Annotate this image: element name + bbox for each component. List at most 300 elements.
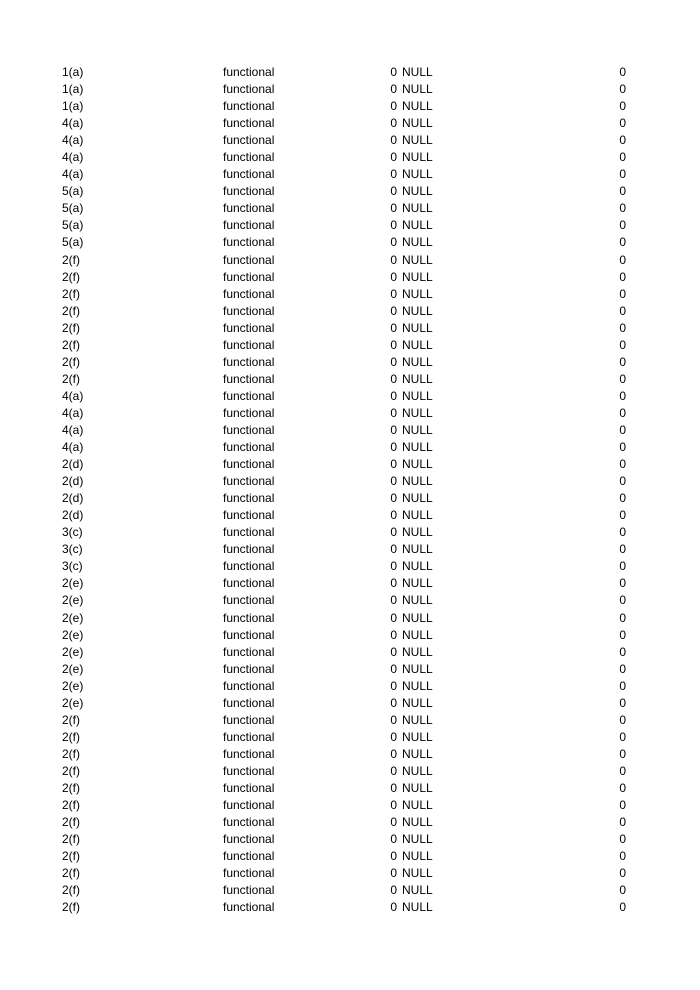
code-cell: 2(f) — [62, 286, 80, 301]
value-cell: 0 — [390, 883, 397, 898]
value-cell: 0 — [390, 218, 397, 233]
code-cell: 4(a) — [62, 405, 84, 420]
code-cell: 2(f) — [62, 763, 80, 778]
type-cell: functional — [223, 832, 275, 847]
code-cell: 2(d) — [62, 457, 84, 472]
null-cell: NULL — [402, 82, 433, 97]
null-cell: NULL — [402, 422, 433, 437]
value-cell: 0 — [390, 746, 397, 761]
table-row — [0, 814, 700, 831]
value-cell: 0 — [390, 184, 397, 199]
value-cell: 0 — [390, 798, 397, 813]
type-cell: functional — [223, 354, 275, 369]
code-cell: 2(e) — [62, 576, 84, 591]
null-cell: NULL — [402, 388, 433, 403]
count-cell: 0 — [619, 371, 626, 386]
null-cell: NULL — [402, 286, 433, 301]
table-row — [0, 848, 700, 865]
code-cell: 5(a) — [62, 201, 84, 216]
count-cell: 0 — [619, 440, 626, 455]
null-cell: NULL — [402, 474, 433, 489]
value-cell: 0 — [390, 371, 397, 386]
type-cell: functional — [223, 780, 275, 795]
code-cell: 1(a) — [62, 82, 84, 97]
code-cell: 4(a) — [62, 133, 84, 148]
count-cell: 0 — [619, 576, 626, 591]
null-cell: NULL — [402, 712, 433, 727]
count-cell: 0 — [619, 269, 626, 284]
null-cell: NULL — [402, 150, 433, 165]
table-row — [0, 439, 700, 456]
null-cell: NULL — [402, 849, 433, 864]
value-cell: 0 — [390, 849, 397, 864]
code-cell: 2(f) — [62, 712, 80, 727]
code-cell: 3(c) — [62, 542, 83, 557]
code-cell: 2(f) — [62, 900, 80, 915]
table-row — [0, 558, 700, 575]
count-cell: 0 — [619, 559, 626, 574]
type-cell: functional — [223, 866, 275, 881]
table-row — [0, 695, 700, 712]
count-cell: 0 — [619, 832, 626, 847]
value-cell: 0 — [390, 712, 397, 727]
value-cell: 0 — [390, 610, 397, 625]
null-cell: NULL — [402, 167, 433, 182]
type-cell: functional — [223, 610, 275, 625]
null-cell: NULL — [402, 218, 433, 233]
code-cell: 2(f) — [62, 780, 80, 795]
count-cell: 0 — [619, 235, 626, 250]
null-cell: NULL — [402, 405, 433, 420]
count-cell: 0 — [619, 763, 626, 778]
table-row — [0, 337, 700, 354]
code-cell: 2(e) — [62, 661, 84, 676]
value-cell: 0 — [390, 405, 397, 420]
null-cell: NULL — [402, 832, 433, 847]
type-cell: functional — [223, 678, 275, 693]
null-cell: NULL — [402, 508, 433, 523]
count-cell: 0 — [619, 65, 626, 79]
code-cell: 2(f) — [62, 849, 80, 864]
code-cell: 3(c) — [62, 525, 83, 540]
value-cell: 0 — [390, 900, 397, 915]
value-cell: 0 — [390, 763, 397, 778]
type-cell: functional — [223, 303, 275, 318]
value-cell: 0 — [390, 82, 397, 97]
value-cell: 0 — [390, 252, 397, 267]
null-cell: NULL — [402, 644, 433, 659]
count-cell: 0 — [619, 286, 626, 301]
type-cell: functional — [223, 422, 275, 437]
table-row — [0, 183, 700, 200]
table-row — [0, 286, 700, 303]
count-cell: 0 — [619, 99, 626, 114]
code-cell: 2(f) — [62, 883, 80, 898]
null-cell: NULL — [402, 593, 433, 608]
table-row — [0, 524, 700, 541]
table-row — [0, 746, 700, 763]
table-row — [0, 678, 700, 695]
code-cell: 2(f) — [62, 866, 80, 881]
type-cell: functional — [223, 235, 275, 250]
count-cell: 0 — [619, 661, 626, 676]
code-cell: 2(e) — [62, 627, 84, 642]
value-cell: 0 — [390, 116, 397, 131]
null-cell: NULL — [402, 99, 433, 114]
type-cell: functional — [223, 798, 275, 813]
code-cell: 2(e) — [62, 695, 84, 710]
type-cell: functional — [223, 286, 275, 301]
null-cell: NULL — [402, 627, 433, 642]
table-row — [0, 234, 700, 251]
code-cell: 2(d) — [62, 508, 84, 523]
code-cell: 2(e) — [62, 610, 84, 625]
table-row — [0, 729, 700, 746]
null-cell: NULL — [402, 678, 433, 693]
type-cell: functional — [223, 627, 275, 642]
type-cell: functional — [223, 457, 275, 472]
null-cell: NULL — [402, 235, 433, 250]
count-cell: 0 — [619, 422, 626, 437]
null-cell: NULL — [402, 201, 433, 216]
null-cell: NULL — [402, 337, 433, 352]
null-cell: NULL — [402, 133, 433, 148]
null-cell: NULL — [402, 763, 433, 778]
value-cell: 0 — [390, 542, 397, 557]
type-cell: functional — [223, 712, 275, 727]
table-row — [0, 780, 700, 797]
table-row — [0, 456, 700, 473]
code-cell: 2(f) — [62, 815, 80, 830]
value-cell: 0 — [390, 337, 397, 352]
value-cell: 0 — [390, 457, 397, 472]
value-cell: 0 — [390, 593, 397, 608]
count-cell: 0 — [619, 133, 626, 148]
value-cell: 0 — [390, 559, 397, 574]
code-cell: 5(a) — [62, 218, 84, 233]
table-row — [0, 882, 700, 899]
count-cell: 0 — [619, 474, 626, 489]
type-cell: functional — [223, 729, 275, 744]
table-row — [0, 541, 700, 558]
code-cell: 4(a) — [62, 116, 84, 131]
table-row — [0, 371, 700, 388]
table-row — [0, 422, 700, 439]
type-cell: functional — [223, 644, 275, 659]
type-cell: functional — [223, 815, 275, 830]
value-cell: 0 — [390, 644, 397, 659]
code-cell: 2(d) — [62, 474, 84, 489]
null-cell: NULL — [402, 269, 433, 284]
value-cell: 0 — [390, 729, 397, 744]
code-cell: 2(f) — [62, 320, 80, 335]
type-cell: functional — [223, 99, 275, 114]
type-cell: functional — [223, 252, 275, 267]
count-cell: 0 — [619, 815, 626, 830]
null-cell: NULL — [402, 440, 433, 455]
type-cell: functional — [223, 150, 275, 165]
table-row — [0, 132, 700, 149]
count-cell: 0 — [619, 116, 626, 131]
null-cell: NULL — [402, 610, 433, 625]
value-cell: 0 — [390, 627, 397, 642]
null-cell: NULL — [402, 457, 433, 472]
count-cell: 0 — [619, 883, 626, 898]
type-cell: functional — [223, 525, 275, 540]
value-cell: 0 — [390, 133, 397, 148]
null-cell: NULL — [402, 116, 433, 131]
count-cell: 0 — [619, 218, 626, 233]
table-row — [0, 200, 700, 217]
code-cell: 2(f) — [62, 371, 80, 386]
null-cell: NULL — [402, 252, 433, 267]
table-row — [0, 644, 700, 661]
data-sheet — [0, 64, 700, 916]
value-cell: 0 — [390, 695, 397, 710]
code-cell: 4(a) — [62, 150, 84, 165]
null-cell: NULL — [402, 900, 433, 915]
value-cell: 0 — [390, 235, 397, 250]
count-cell: 0 — [619, 593, 626, 608]
null-cell: NULL — [402, 798, 433, 813]
code-cell: 4(a) — [62, 388, 84, 403]
table-row — [0, 763, 700, 780]
type-cell: functional — [223, 763, 275, 778]
code-cell: 2(f) — [62, 832, 80, 847]
type-cell: functional — [223, 116, 275, 131]
table-row — [0, 320, 700, 337]
value-cell: 0 — [390, 286, 397, 301]
table-row — [0, 661, 700, 678]
code-cell: 3(c) — [62, 559, 83, 574]
value-cell: 0 — [390, 422, 397, 437]
table-row — [0, 831, 700, 848]
type-cell: functional — [223, 371, 275, 386]
value-cell: 0 — [390, 661, 397, 676]
code-cell: 2(f) — [62, 354, 80, 369]
null-cell: NULL — [402, 780, 433, 795]
count-cell: 0 — [619, 82, 626, 97]
code-cell: 2(e) — [62, 593, 84, 608]
type-cell: functional — [223, 320, 275, 335]
value-cell: 0 — [390, 99, 397, 114]
code-cell: 5(a) — [62, 184, 84, 199]
count-cell: 0 — [619, 150, 626, 165]
count-cell: 0 — [619, 508, 626, 523]
table-row — [0, 473, 700, 490]
code-cell: 4(a) — [62, 422, 84, 437]
table-row — [0, 388, 700, 405]
table-row — [0, 797, 700, 814]
count-cell: 0 — [619, 354, 626, 369]
code-cell: 4(a) — [62, 440, 84, 455]
code-cell: 2(f) — [62, 729, 80, 744]
value-cell: 0 — [390, 815, 397, 830]
count-cell: 0 — [619, 695, 626, 710]
type-cell: functional — [223, 661, 275, 676]
type-cell: functional — [223, 542, 275, 557]
null-cell: NULL — [402, 746, 433, 761]
table-row — [0, 405, 700, 422]
null-cell: NULL — [402, 815, 433, 830]
code-cell: 2(f) — [62, 269, 80, 284]
count-cell: 0 — [619, 252, 626, 267]
count-cell: 0 — [619, 525, 626, 540]
count-cell: 0 — [619, 337, 626, 352]
count-cell: 0 — [619, 491, 626, 506]
value-cell: 0 — [390, 780, 397, 795]
type-cell: functional — [223, 474, 275, 489]
null-cell: NULL — [402, 695, 433, 710]
type-cell: functional — [223, 405, 275, 420]
value-cell: 0 — [390, 269, 397, 284]
count-cell: 0 — [619, 746, 626, 761]
code-cell: 2(d) — [62, 491, 84, 506]
count-cell: 0 — [619, 610, 626, 625]
value-cell: 0 — [390, 576, 397, 591]
count-cell: 0 — [619, 644, 626, 659]
code-cell: 2(e) — [62, 678, 84, 693]
code-cell: 2(e) — [62, 644, 84, 659]
count-cell: 0 — [619, 320, 626, 335]
table-row — [0, 610, 700, 627]
type-cell: functional — [223, 201, 275, 216]
value-cell: 0 — [390, 474, 397, 489]
value-cell: 0 — [390, 866, 397, 881]
type-cell: functional — [223, 184, 275, 199]
count-cell: 0 — [619, 798, 626, 813]
count-cell: 0 — [619, 627, 626, 642]
count-cell: 0 — [619, 184, 626, 199]
type-cell: functional — [223, 576, 275, 591]
count-cell: 0 — [619, 388, 626, 403]
type-cell: functional — [223, 65, 275, 79]
type-cell: functional — [223, 167, 275, 182]
table-row — [0, 575, 700, 592]
value-cell: 0 — [390, 678, 397, 693]
count-cell: 0 — [619, 303, 626, 318]
count-cell: 0 — [619, 900, 626, 915]
null-cell: NULL — [402, 542, 433, 557]
value-cell: 0 — [390, 167, 397, 182]
type-cell: functional — [223, 849, 275, 864]
type-cell: functional — [223, 82, 275, 97]
table-row — [0, 269, 700, 286]
null-cell: NULL — [402, 866, 433, 881]
value-cell: 0 — [390, 65, 397, 79]
code-cell: 1(a) — [62, 99, 84, 114]
count-cell: 0 — [619, 729, 626, 744]
value-cell: 0 — [390, 150, 397, 165]
code-cell: 2(f) — [62, 337, 80, 352]
table-row — [0, 115, 700, 132]
type-cell: functional — [223, 746, 275, 761]
type-cell: functional — [223, 695, 275, 710]
type-cell: functional — [223, 900, 275, 915]
table-row — [0, 865, 700, 882]
value-cell: 0 — [390, 525, 397, 540]
code-cell: 2(f) — [62, 303, 80, 318]
code-cell: 2(f) — [62, 252, 80, 267]
type-cell: functional — [223, 440, 275, 455]
table-row — [0, 217, 700, 234]
value-cell: 0 — [390, 388, 397, 403]
null-cell: NULL — [402, 559, 433, 574]
count-cell: 0 — [619, 780, 626, 795]
type-cell: functional — [223, 269, 275, 284]
type-cell: functional — [223, 883, 275, 898]
count-cell: 0 — [619, 201, 626, 216]
value-cell: 0 — [390, 508, 397, 523]
null-cell: NULL — [402, 525, 433, 540]
table-row — [0, 627, 700, 644]
table-row — [0, 98, 700, 115]
table-row — [0, 507, 700, 524]
table-row — [0, 149, 700, 166]
table-row — [0, 899, 700, 916]
type-cell: functional — [223, 218, 275, 233]
type-cell: functional — [223, 491, 275, 506]
value-cell: 0 — [390, 354, 397, 369]
count-cell: 0 — [619, 405, 626, 420]
null-cell: NULL — [402, 729, 433, 744]
table-row — [0, 712, 700, 729]
table-row — [0, 64, 700, 81]
code-cell: 1(a) — [62, 65, 84, 79]
count-cell: 0 — [619, 542, 626, 557]
null-cell: NULL — [402, 883, 433, 898]
null-cell: NULL — [402, 65, 433, 79]
code-cell: 4(a) — [62, 167, 84, 182]
value-cell: 0 — [390, 303, 397, 318]
count-cell: 0 — [619, 678, 626, 693]
count-cell: 0 — [619, 866, 626, 881]
value-cell: 0 — [390, 320, 397, 335]
table-row — [0, 166, 700, 183]
code-cell: 2(f) — [62, 798, 80, 813]
null-cell: NULL — [402, 303, 433, 318]
count-cell: 0 — [619, 712, 626, 727]
null-cell: NULL — [402, 371, 433, 386]
table-row — [0, 303, 700, 320]
value-cell: 0 — [390, 440, 397, 455]
code-cell: 5(a) — [62, 235, 84, 250]
table-row — [0, 252, 700, 269]
code-cell: 2(f) — [62, 746, 80, 761]
table-row — [0, 592, 700, 609]
null-cell: NULL — [402, 576, 433, 591]
count-cell: 0 — [619, 849, 626, 864]
null-cell: NULL — [402, 184, 433, 199]
value-cell: 0 — [390, 491, 397, 506]
value-cell: 0 — [390, 832, 397, 847]
null-cell: NULL — [402, 354, 433, 369]
table-row — [0, 354, 700, 371]
type-cell: functional — [223, 133, 275, 148]
table-row — [0, 490, 700, 507]
type-cell: functional — [223, 337, 275, 352]
type-cell: functional — [223, 388, 275, 403]
null-cell: NULL — [402, 661, 433, 676]
value-cell: 0 — [390, 201, 397, 216]
null-cell: NULL — [402, 320, 433, 335]
count-cell: 0 — [619, 167, 626, 182]
type-cell: functional — [223, 508, 275, 523]
null-cell: NULL — [402, 491, 433, 506]
count-cell: 0 — [619, 457, 626, 472]
table-row — [0, 81, 700, 98]
type-cell: functional — [223, 559, 275, 574]
